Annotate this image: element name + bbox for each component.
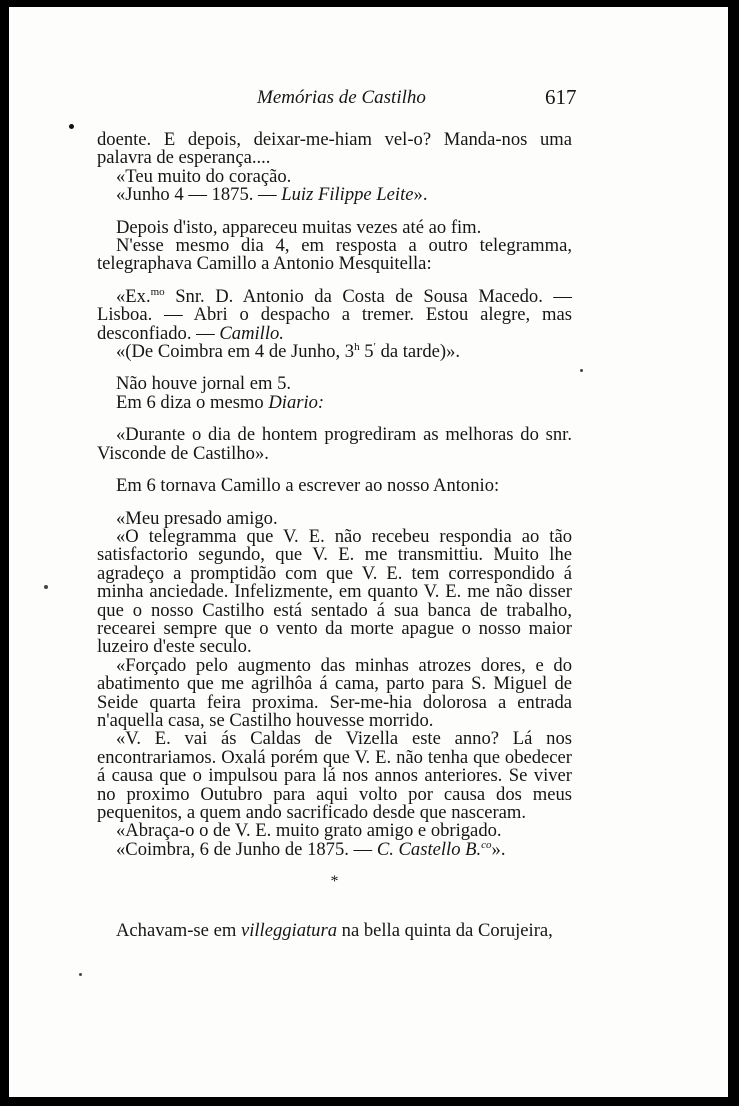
running-title: Memórias de Castilho: [257, 87, 426, 108]
signature: Luiz Filippe Leite: [281, 184, 414, 206]
paragraph: «Teu muito do coração.: [116, 165, 292, 187]
dateline: «Junho 4 — 1875. — Luiz Filippe Leite».: [116, 184, 428, 206]
paragraph: N'esse mesmo dia 4, em resposta a outro telegramma, telegraphava Camillo a Antonio Mesquitella:: [97, 235, 572, 275]
paragraph: doente. E depois, deixar-me-hiam vel-o? Manda-nos uma palavra de esperança....: [97, 129, 572, 169]
ink-speck: [44, 585, 48, 589]
signature: Camillo.: [219, 322, 284, 344]
letter-paragraph: «O telegramma que V. E. não recebeu respondia ao tão satisfactorio segundo, que V. E. me transmittiu. Muito lhe agradeço a promptidão com que V. E. tem correspondido á minha anciedade. Infelizmente, em quanto V. E. me não disser que o nosso Castilho está sentado á sua banca de trabalho, recearei sempre que o vento da morte apague o nosso maior luzeiro d'este seculo.: [97, 525, 572, 658]
page-header: [9, 87, 728, 117]
quotation: «Durante o dia de hontem progrediram as melhoras do snr. Visconde de Castilho».: [97, 424, 572, 464]
letter-closing: «Abraça-o o de V. E. muito grato amigo e obrigado.: [116, 820, 502, 842]
ink-speck: [69, 124, 74, 129]
letter-paragraph: «V. E. vai ás Caldas de Vizella este anno? Lá nos encontrariamos. Oxalá porém que V. E. não tenha que obedecer á causa que o impulsou para lá nos annos anteriores. Se viver no proximo Outubro para aqui volto por causa dos meus pequenitos, a quem ando sacrificado desde que nasceram.: [97, 728, 572, 823]
section-separator: *: [330, 873, 339, 891]
page-number: 617: [545, 85, 577, 109]
paragraph: Achavam-se em villeggiatura na bella quinta da Corujeira,: [116, 919, 553, 941]
telegram-text: «Ex.$^{mo}$ Snr. D. Antonio da Costa de Sousa Macedo. — Lisboa. — Abri o despacho a tremer. Estou alegre, mas desconfiado. — Camillo.: [97, 285, 572, 344]
paragraph: Depois d'isto, appareceu muitas vezes até ao fim.: [116, 216, 482, 238]
ink-speck: [580, 369, 583, 372]
paragraph: Em 6 diza o mesmo Diario:: [116, 391, 325, 413]
dateline: «(De Coimbra em 4 de Junho, 3$^h$ 5′ da tarde)».: [116, 340, 461, 363]
letter-paragraph: «Forçado pelo augmento das minhas atrozes dores, e do abatimento que me agrilhôa á cama, parto para S. Miguel de Seide quarta feira proxima. Ser-me-hia dolorosa a entrada n'aquella casa, se Castilho houvesse morrido.: [97, 654, 572, 731]
paragraph: Em 6 tornava Camillo a escrever ao nosso Antonio:: [116, 475, 500, 497]
signature: C. Castello B.$^{co}$: [376, 838, 492, 860]
body-text: [97, 131, 572, 940]
ink-speck: [79, 973, 82, 976]
book-page: [9, 7, 728, 1097]
dateline: «Coimbra, 6 de Junho de 1875. — C. Castello B.$^{co}$».: [116, 838, 506, 860]
letter-salutation: «Meu presado amigo.: [116, 507, 278, 529]
paragraph: Não houve jornal em 5.: [116, 373, 292, 395]
